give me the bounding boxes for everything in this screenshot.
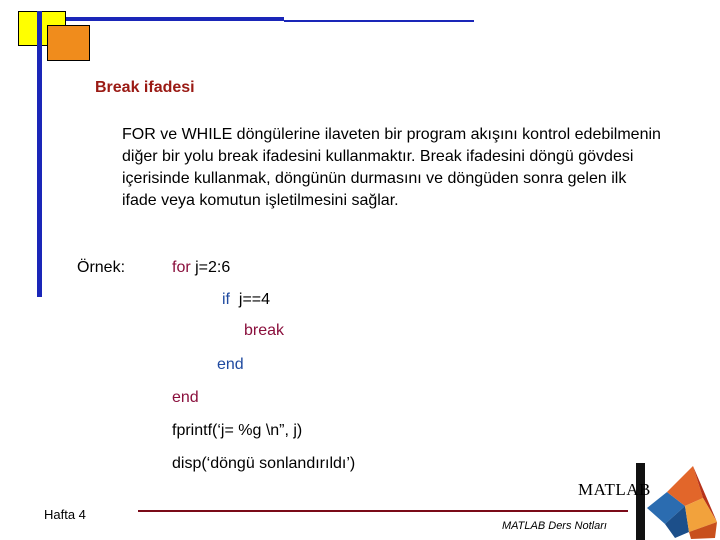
matlab-logo-bar xyxy=(636,463,645,540)
code-line-end-for: end xyxy=(172,389,199,406)
matlab-membrane-logo-icon xyxy=(645,462,720,540)
decorative-left-bar xyxy=(37,11,42,297)
code-if-condition: j==4 xyxy=(230,291,271,308)
code-line-for xyxy=(172,259,230,277)
code-for-expression: j=2:6 xyxy=(190,259,231,276)
slide-title: Break ifadesi xyxy=(95,79,195,96)
example-label: Örnek: xyxy=(77,259,126,276)
decorative-top-thin-line xyxy=(284,20,474,22)
code-line-fprintf: fprintf(‘j= %g \n”, j) xyxy=(172,422,303,439)
code-line-disp: disp(‘döngü sonlandırıldı’) xyxy=(172,455,356,472)
code-keyword-for: for xyxy=(172,259,191,276)
code-line-end-if: end xyxy=(217,356,244,373)
footer-week-label: Hafta 4 xyxy=(44,507,86,522)
decorative-orange-square xyxy=(47,25,90,61)
matlab-wordmark: MATLAB xyxy=(578,480,651,499)
footer-notes-label: MATLAB Ders Notları xyxy=(502,520,607,532)
code-line-if xyxy=(222,291,270,309)
slide-body-text: FOR ve WHILE döngülerine ilaveten bir program akışını kontrol edebilmenin diğer bir yolu break ifadesini kullanmaktır. Break ifadesini döngü gövdesi içerisinde kullanmak, döngünün durmasını ve döngüden sonra gelen ilk ifade veya komutun işletilmesini sağlar. xyxy=(122,126,661,209)
code-keyword-if: if xyxy=(222,291,230,308)
code-line-break: break xyxy=(244,322,285,339)
footer-divider xyxy=(138,510,628,512)
